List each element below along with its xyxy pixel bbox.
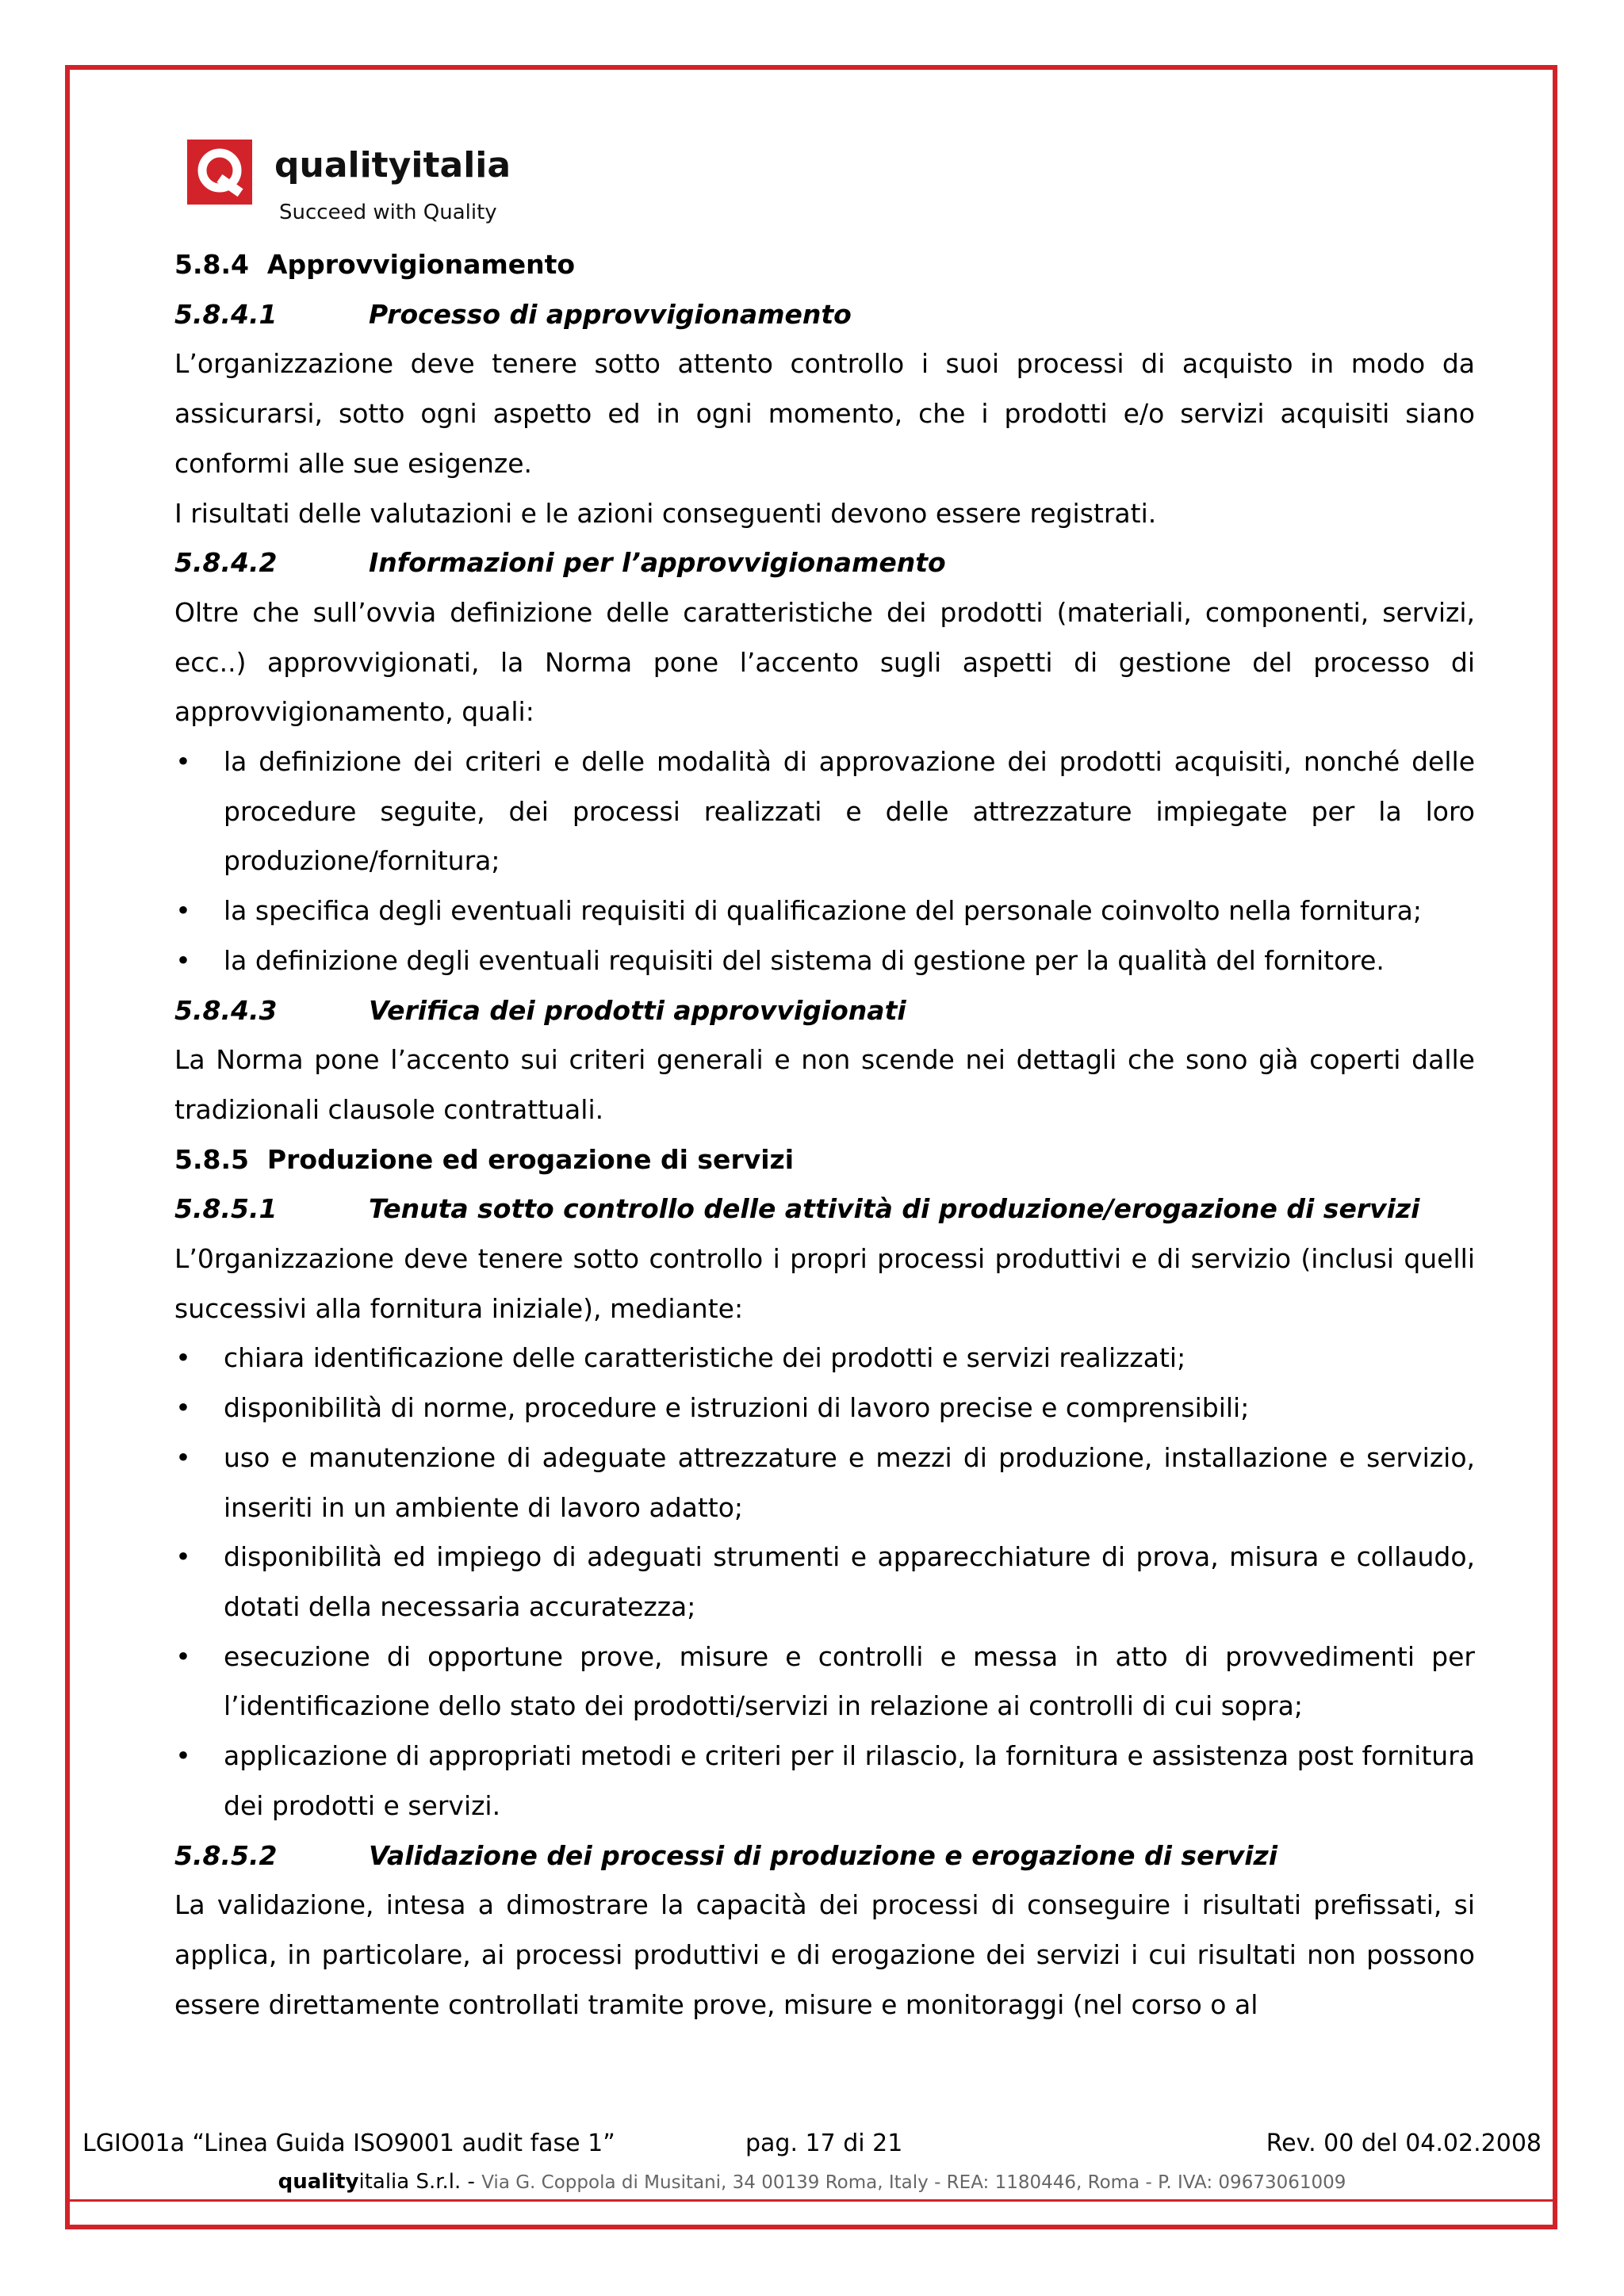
list-item bbox=[174, 737, 1475, 886]
paragraph: L’organizzazione deve tenere sotto attento controllo i suoi processi di acquisto in modo da assicurarsi, sotto ogni aspetto ed in ogni momento, che i prodotti e/o servizi acquisiti siano conformi alle sue esigenze. bbox=[174, 348, 1475, 479]
subsection-number: 5.8.5.2 bbox=[174, 1839, 278, 1871]
document-reference: LGIO01a “Linea Guida ISO9001 audit fase 1” bbox=[82, 2130, 615, 2157]
bullet-icon: • bbox=[175, 746, 191, 778]
bullet-list bbox=[174, 1334, 1475, 1831]
bullet-icon: • bbox=[175, 1541, 191, 1573]
list-item-text: la specifica degli eventuali requisiti di qualificazione del personale coinvolto nella fornitura; bbox=[224, 895, 1422, 927]
revision-info: Rev. 00 del 04.02.2008 bbox=[1266, 2130, 1542, 2157]
bullet-icon: • bbox=[175, 895, 191, 927]
company-name-rest: italia S.r.l. - bbox=[358, 2170, 482, 2194]
company-address: Via G. Coppola di Musitani, 34 00139 Roma, Italy - REA: 1180446, Roma - P. IVA: 09673061009 bbox=[481, 2172, 1346, 2193]
subsection-number: 5.8.4.2 bbox=[174, 547, 278, 579]
brand-tagline: Succeed with Quality bbox=[279, 201, 497, 224]
subsection-heading-5-8-4-3 bbox=[174, 986, 1475, 1036]
footer-divider bbox=[70, 2199, 1553, 2202]
list-item bbox=[174, 886, 1475, 936]
list-item-text: disponibilità ed impiego di adeguati strumenti e apparecchiature di prova, misura e collaudo, dotati della necessaria accuratezza; bbox=[224, 1541, 1475, 1622]
company-name-bold: quality bbox=[278, 2170, 359, 2194]
page-number: pag. 17 di 21 bbox=[745, 2130, 903, 2157]
section-heading-5-8-4: 5.8.4 Approvvigionamento bbox=[174, 249, 576, 280]
subsection-heading-5-8-4-1 bbox=[174, 290, 1475, 340]
subsection-title: Tenuta sotto controllo delle attività di produzione/erogazione di servizi bbox=[369, 1193, 1420, 1225]
subsection-heading-5-8-5-2 bbox=[174, 1831, 1475, 1881]
paragraph: La validazione, intesa a dimostrare la capacità dei processi di conseguire i risultati prefissati, si applica, in particolare, ai processi produttivi e di erogazione dei servizi i cui risultati non possono essere direttamente controllati tramite prove, misure e monitoraggi (nel corso o al bbox=[174, 1889, 1475, 2020]
bullet-icon: • bbox=[175, 944, 191, 976]
subsection-title: Verifica dei prodotti approvvigionati bbox=[369, 994, 906, 1026]
subsection-title: Informazioni per l’approvvigionamento bbox=[369, 547, 946, 579]
paragraph: Oltre che sull’ovvia definizione delle caratteristiche dei prodotti (materiali, componenti, servizi, ecc..) approvvigionati, la Norma pone l’accento sugli aspetti di gestione del processo di approvvigionamento, quali: bbox=[174, 596, 1475, 728]
qualityitalia-logo-icon bbox=[187, 140, 252, 205]
brand-name: qualityitalia bbox=[274, 145, 511, 186]
section-heading-5-8-5: 5.8.5 Produzione ed erogazione di servizi bbox=[174, 1143, 795, 1175]
bullet-icon: • bbox=[175, 1740, 191, 1772]
list-item-text: disponibilità di norme, procedure e istruzioni di lavoro precise e comprensibili; bbox=[224, 1392, 1250, 1424]
list-item bbox=[174, 1533, 1475, 1632]
list-item bbox=[174, 936, 1475, 986]
list-item-text: applicazione di appropriati metodi e criteri per il rilascio, la fornitura e assistenza post fornitura dei prodotti e servizi. bbox=[224, 1740, 1475, 1821]
paragraph: L’0rganizzazione deve tenere sotto controllo i propri processi produttivi e di servizio (inclusi quelli successivi alla fornitura iniziale), mediante: bbox=[174, 1243, 1475, 1324]
list-item-text: la definizione dei criteri e delle modalità di approvazione dei prodotti acquisiti, nonché delle procedure seguite, dei processi realizzati e delle attrezzature impiegate per la loro produzione/fornitura; bbox=[224, 746, 1475, 877]
paragraph: I risultati delle valutazioni e le azioni conseguenti devono essere registrati. bbox=[174, 497, 1157, 529]
subsection-heading-5-8-4-2 bbox=[174, 538, 1475, 588]
subsection-number: 5.8.4.1 bbox=[174, 298, 278, 330]
list-item-text: uso e manutenzione di adeguate attrezzature e mezzi di produzione, installazione e servizio, inseriti in un ambiente di lavoro adatto; bbox=[224, 1441, 1475, 1523]
paragraph: La Norma pone l’accento sui criteri generali e non scende nei dettagli che sono già coperti dalle tradizionali clausole contrattuali. bbox=[174, 1044, 1475, 1125]
subsection-number: 5.8.4.3 bbox=[174, 994, 278, 1026]
list-item-text: esecuzione di opportune prove, misure e controlli e messa in atto di provvedimenti per l’identificazione dello stato dei prodotti/servizi in relazione ai controlli di cui sopra; bbox=[224, 1640, 1475, 1722]
list-item bbox=[174, 1732, 1475, 1831]
bullet-icon: • bbox=[175, 1640, 191, 1672]
list-item bbox=[174, 1334, 1475, 1383]
list-item bbox=[174, 1433, 1475, 1533]
list-item bbox=[174, 1632, 1475, 1732]
list-item-text: la definizione degli eventuali requisiti del sistema di gestione per la qualità del fornitore. bbox=[224, 944, 1385, 976]
subsection-number: 5.8.5.1 bbox=[174, 1193, 278, 1225]
list-item bbox=[174, 1383, 1475, 1433]
bullet-list bbox=[174, 737, 1475, 986]
document-body bbox=[174, 240, 1475, 2030]
subsection-title: Processo di approvvigionamento bbox=[369, 298, 852, 330]
company-info bbox=[0, 2170, 1624, 2194]
bullet-icon: • bbox=[175, 1441, 191, 1473]
bullet-icon: • bbox=[175, 1342, 191, 1374]
bullet-icon: • bbox=[175, 1392, 191, 1424]
subsection-heading-5-8-5-1 bbox=[174, 1184, 1475, 1234]
subsection-title: Validazione dei processi di produzione e erogazione di servizi bbox=[369, 1839, 1278, 1871]
list-item-text: chiara identificazione delle caratteristiche dei prodotti e servizi realizzati; bbox=[224, 1342, 1186, 1374]
page-footer bbox=[82, 2130, 1542, 2161]
